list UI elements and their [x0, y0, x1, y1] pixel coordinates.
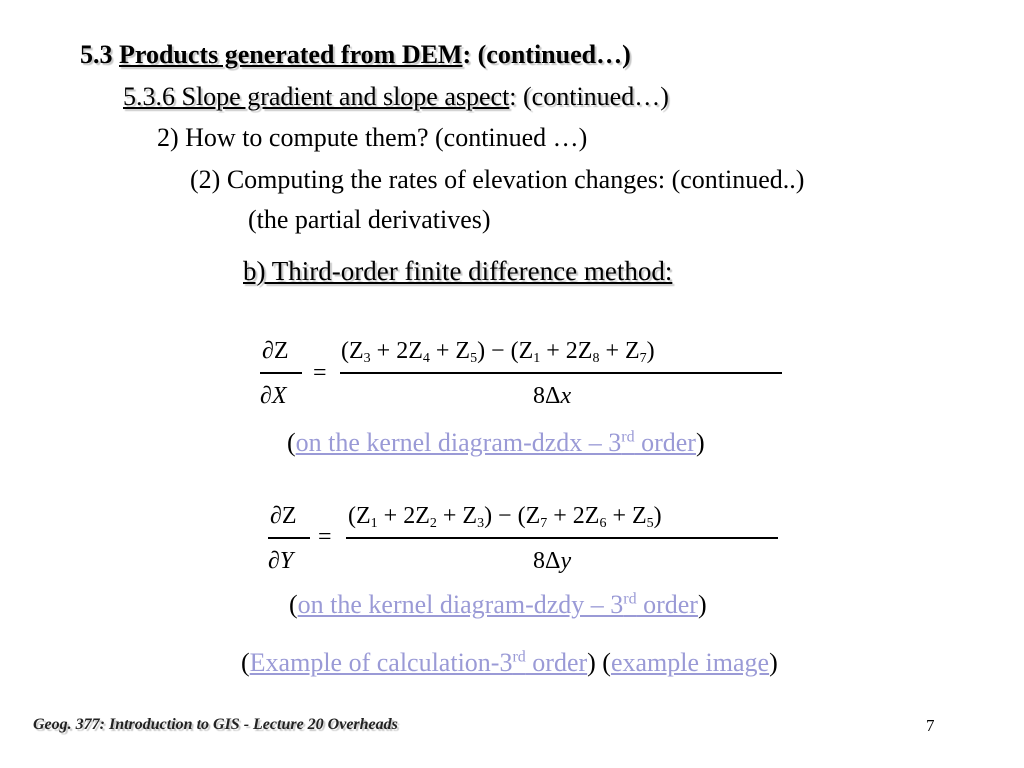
subheading — [123, 82, 669, 112]
eq2-numerator: $(Z_1 + 2Z_2 + Z_3) - (Z_7 + 2Z_6 + Z_5)$ — [348, 503, 662, 531]
subheading-suffix: : (continued…) — [509, 82, 669, 111]
link-example-image[interactable]: example image — [610, 648, 770, 677]
eq1-lhs-numerator: ∂Z — [262, 338, 289, 364]
example-links-line: (Example of calculation-3rd order) (example image) — [241, 648, 778, 677]
eq1-lhs-bar — [260, 372, 302, 374]
eq1-equals: = — [313, 360, 327, 386]
subheading-title: 5.3.6 Slope gradient and slope aspect — [123, 82, 510, 111]
link-kernel-dzdx[interactable]: on the kernel diagram-dzdx – 3rd order — [295, 428, 696, 457]
eq1-main-bar — [340, 372, 782, 374]
heading-title: Products generated from DEM — [119, 40, 463, 69]
line-computing-rates: (2) Computing the rates of elevation changes: (continued..) — [190, 165, 805, 194]
eq2-lhs-bar — [268, 537, 310, 539]
link-dzdy-line: (on the kernel diagram-dzdy – 3rd order) — [289, 590, 707, 619]
link-example-calculation[interactable]: Example of calculation-3rd order — [249, 648, 588, 677]
eq2-denominator: 8Δy — [533, 548, 572, 574]
link-dzdx-line: (on the kernel diagram-dzdx – 3rd order) — [287, 428, 705, 457]
eq2-equals: = — [318, 524, 332, 550]
line-partial-derivatives: (the partial derivatives) — [248, 205, 491, 234]
line-how-to-compute: 2) How to compute them? (continued …) — [157, 123, 588, 152]
page-number: 7 — [926, 716, 935, 735]
heading-number: 5.3 — [80, 40, 119, 69]
eq1-denominator: 8Δx — [533, 383, 572, 409]
heading — [80, 40, 631, 70]
method-title: b) Third-order finite difference method: — [243, 256, 673, 286]
eq2-main-bar — [346, 537, 778, 539]
eq1-lhs-denominator: ∂X — [260, 383, 287, 409]
footer-text: Geog. 377: Introduction to GIS - Lecture 20 Overheads — [33, 716, 398, 733]
eq2-lhs-denominator: ∂Y — [268, 548, 294, 574]
eq1-numerator: $(Z_3 + 2Z_4 + Z_5) - (Z_1 + 2Z_8 + Z_7)$ — [341, 338, 655, 366]
heading-suffix: : (continued…) — [462, 40, 631, 69]
link-kernel-dzdy[interactable]: on the kernel diagram-dzdy – 3rd order — [297, 590, 698, 619]
eq2-lhs-numerator: ∂Z — [270, 503, 297, 529]
